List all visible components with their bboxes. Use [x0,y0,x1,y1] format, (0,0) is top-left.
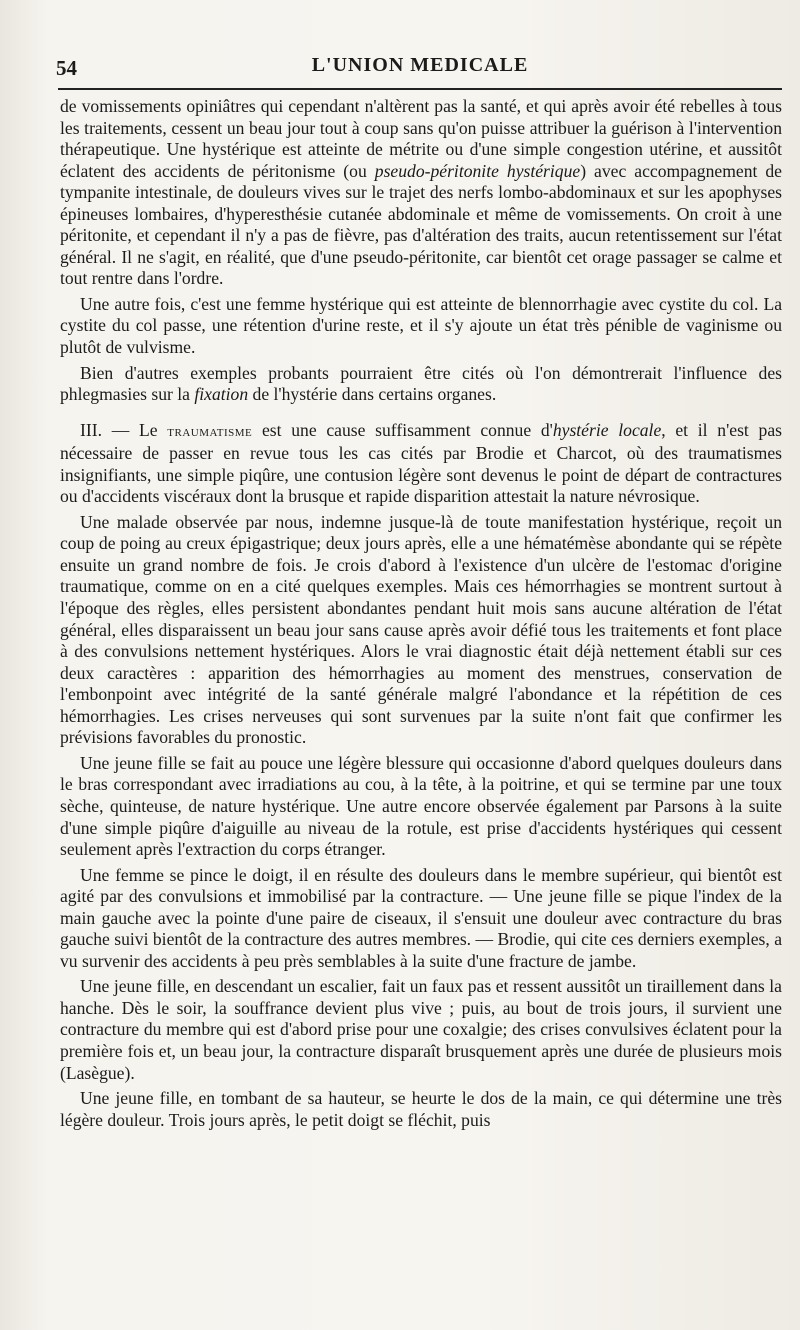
paragraph-8: Une jeune fille, en descendant un escalier, fait un faux pas et ressent aussitôt un tiraillement dans la hanche. Dès le soir, la souffrance devient plus vive ; puis, au bout de trois jours, il survient une contracture du membre qui est d'abord prise pour une coxalgie; des crises convulsives éclatent pour la première fois et, un beau jour, la contracture disparaît brusquement après une durée de plusieurs mois (Lasègue). [60,976,782,1083]
section-iii-paragraph: III. — Le traumatisme est une cause suffisamment connue d'hystérie locale, et il n'est pas nécessaire de passer en revue tous les cas cités par Brodie et Charcot, où des traumatismes insignifiants, une simple piqûre, une contusion légère sont devenus le point de départ de contractures ou d'accidents viscéraux dont la brusque et rapide disparition attestait la nature névrosique. [60,419,782,507]
paragraph-6: Une jeune fille se fait au pouce une légère blessure qui occasionne d'abord quelques douleurs dans le bras correspondant avec irradiations au cou, à la tête, à la poitrine, et qui se termine par une toux sèche, quinteuse, de nature hystérique. Une autre encore observée également par Parsons à la suite d'une simple piqûre d'aiguille au niveau de la rotule, est prise d'accidents hystériques qui cessent seulement après l'extraction du corps étranger. [60,752,782,860]
paragraph-3: Bien d'autres exemples probants pourraient être cités où l'on démontrerait l'influence des phlegmasies sur la fixation de l'hystérie dans certains organes. [60,362,782,405]
article-body [60,96,782,1135]
emphasis-pseudo-peritonite: pseudo-péritonite hystérique [374,160,581,181]
section-numeral: III. — Le [80,419,168,440]
header-rule [58,88,782,90]
paragraph-7: Une femme se pince le doigt, il en résulte des douleurs dans le membre supérieur, qui bientôt est agité par des convulsions et immobilisé par la contracture. — Une jeune fille se pique l'index de la main gauche avec la pointe d'une paire de ciseaux, il s'ensuit une douleur avec contracture du bras gauche suivi bientôt de la contracture des autres membres. — Brodie, qui cite ces derniers exemples, a vu survenir des accidents à peu près semblables à la suite d'une fracture de jambe. [60,864,782,971]
running-header [56,48,784,82]
paragraph-9: Une jeune fille, en tombant de sa hauteur, se heurte le dos de la main, ce qui détermine une très légère douleur. Trois jours après, le petit doigt se fléchit, puis [60,1088,782,1130]
journal-title: L'UNION MEDICALE [311,54,529,76]
emphasis-fixation: fixation [194,384,249,405]
paragraph-2: Une autre fois, c'est une femme hystérique qui est atteinte de blennorrhagie avec cystite du col. La cystite du col passe, une rétention d'urine reste, et il s'y ajoute un état très pénible de vaginisme ou plutôt de vulvisme. [60,293,782,358]
emphasis-hysterie-locale: hystérie locale [552,419,662,440]
page-number: 54 [56,56,77,80]
section-keyword: traumatisme [167,423,253,440]
paragraph-5: Une malade observée par nous, indemne jusque-là de toute manifestation hystérique, reçoit un coup de poing au creux épigastrique; deux jours après, elle a une hématémèse abondante qui se répète ensuite un grand nombre de fois. Je crois d'abord à l'existence d'un ulcère de l'estomac d'origine traumatique, comme on en a cité quelques exemples. Mais ces hémorrhagies se montrent surtout à l'époque des règles, elles persistent abondantes pendant huit mois sans aucune altération de l'état général, elles disparaissent un beau jour sans cause après avoir défié tous les traitements et font place à des convulsions nettement hystériques. Alors le vrai diagnostic était déjà nettement établi sur ces deux caractères : apparition des hémorrhagies au moment des menstrues, conservation de l'embonpoint avec intégrité de la santé générale malgré l'abondance et la répétition de ces hémorrhagies. Les crises nerveuses qui sont survenues par la suite n'ont fait que confirmer les prévisions favorables du pronostic. [60,511,782,748]
paragraph-1: de vomissements opiniâtres qui cependant n'altèrent pas la santé, et qui après avoir été rebelles à tous les traitements, cessent un beau jour tout à coup sans qu'on puisse attribuer la guérison à l'intervention thérapeutique. Une hystérique est atteinte de métrite ou d'une simple congestion utérine, et aussitôt éclatent des accidents de péritonisme (ou pseudo-péritonite hystérique) avec accompagnement de tympanite intestinale, de douleurs vives sur le trajet des nerfs lombo-abdominaux et sur les apophyses épineuses lombaires, d'hyperesthésie cutanée abdominale et même de vomissements. On croit à une péritonite, et cependant il n'y a pas de fièvre, pas d'altération des traits, aucun retentissement sur l'état général. Il ne s'agit, en réalité, que d'une pseudo-péritonite, car bientôt cet orage passager se calme et tout rentre dans l'ordre. [60,96,782,289]
